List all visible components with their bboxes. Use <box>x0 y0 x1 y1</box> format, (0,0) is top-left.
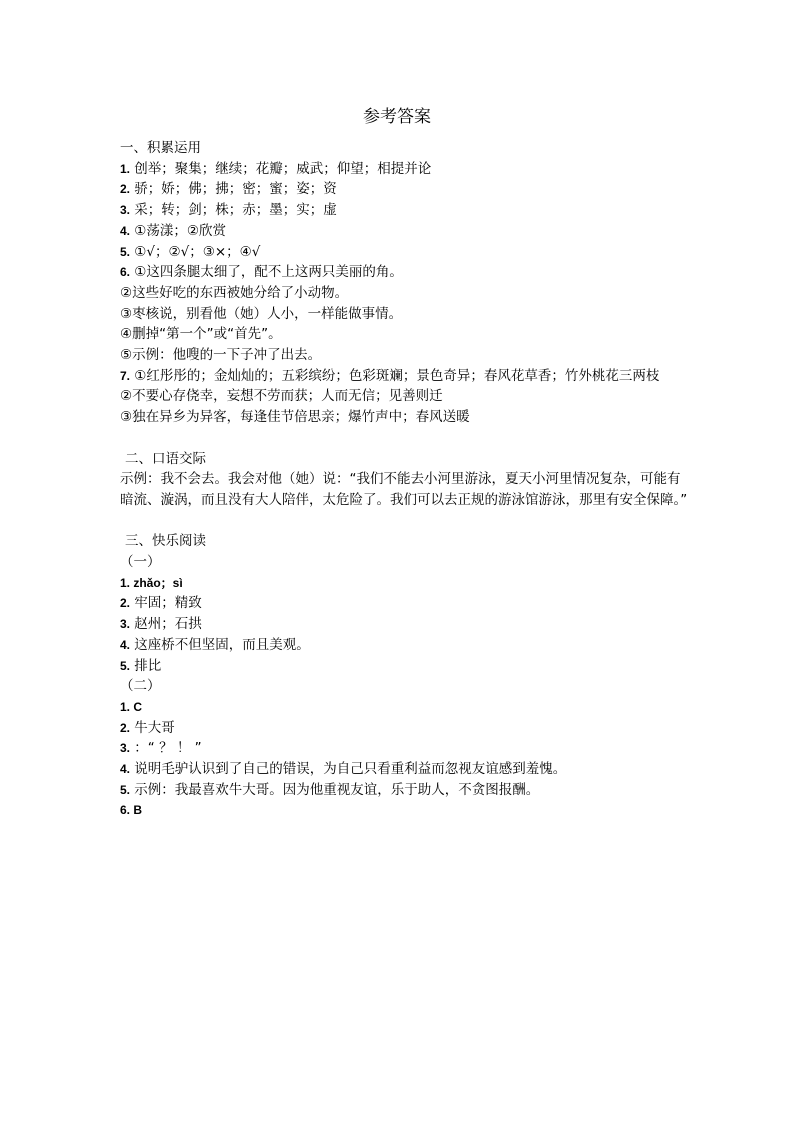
item-text: 牢固；精致 <box>130 595 202 612</box>
answer-item <box>120 800 690 821</box>
item-text: ①√；②√；③×；④√ <box>130 243 261 260</box>
answer-item <box>120 366 690 387</box>
answer-item <box>120 635 690 656</box>
item-number: 4. <box>120 223 131 238</box>
answer-item <box>120 759 690 780</box>
item-text: 排比 <box>130 657 162 674</box>
answer-item <box>120 593 690 614</box>
item-number: 5. <box>120 244 131 259</box>
part2-label: （二） <box>120 678 161 695</box>
page-title: 参考答案 <box>363 107 431 127</box>
item-text: 牛大哥 <box>130 719 175 736</box>
item-text: ：“ ？ ！ ” <box>130 740 202 757</box>
item-number: 1. <box>120 161 131 176</box>
spacer <box>120 511 690 532</box>
q6-line: ⑤示例：他嗖的一下子冲了出去。 <box>120 347 322 364</box>
answer-item <box>120 221 690 242</box>
section2-heading: 二、口语交际 <box>125 450 206 467</box>
item-number: 5. <box>120 782 131 797</box>
item-number: 5. <box>120 658 131 673</box>
item-text: ①红彤彤的；金灿灿的；五彩缤纷；色彩斑斓；景色奇异；春风花草香；竹外桃花三两枝 <box>130 367 660 384</box>
section2-answer: 示例：我不会去。我会对他（她）说：“我们不能去小河里游泳，夏天小河里情况复杂，可能有暗流、漩涡，而且没有大人陪伴，太危险了。我们可以去正规的游泳馆游泳，那里有安全保障。” <box>120 471 688 508</box>
item-number: 1. zhǎo；sì <box>120 575 183 590</box>
answer-content <box>120 138 690 821</box>
answer-item <box>120 262 690 283</box>
item-number: 3. <box>120 203 131 218</box>
item-number: 4. <box>120 762 131 777</box>
item-text: 说明毛驴认识到了自己的错误，为自己只看重利益而忽视友谊感到羞愧。 <box>130 761 567 778</box>
q6-line: ②这些好吃的东西被她分给了小动物。 <box>120 284 349 301</box>
q7-line: ②不要心存侥幸，妄想不劳而获；人而无信；见善则迁 <box>120 388 443 405</box>
item-text: 骄；娇；佛；拂；密；蜜；姿；资 <box>130 181 337 198</box>
answer-item <box>120 200 690 221</box>
answer-item <box>120 738 690 759</box>
section3-heading: 三、快乐阅读 <box>125 533 206 550</box>
answer-item <box>120 179 690 200</box>
item-number: 2. <box>120 182 131 197</box>
item-number: 6. B <box>120 803 143 818</box>
item-number: 1. C <box>120 699 143 714</box>
answer-item <box>120 697 690 718</box>
item-number: 6. <box>120 265 131 280</box>
item-number: 2. <box>120 720 131 735</box>
answer-item <box>120 718 690 739</box>
spacer <box>120 428 690 449</box>
answer-item <box>120 242 690 263</box>
item-text: 这座桥不但坚固，而且美观。 <box>130 636 310 653</box>
item-number: 4. <box>120 637 131 652</box>
item-number: 3. <box>120 617 131 632</box>
answer-item <box>120 159 690 180</box>
part1-label: （一） <box>120 554 161 571</box>
answer-item <box>120 780 690 801</box>
item-text: 采；转；剑；株；赤；墨；实；虚 <box>130 202 337 219</box>
item-text: ①这四条腿太细了，配不上这两只美丽的角。 <box>130 264 403 281</box>
item-number: 2. <box>120 596 131 611</box>
answer-item <box>120 573 690 594</box>
item-text: ①荡漾；②欣赏 <box>130 222 227 239</box>
q7-line: ③独在异乡为异客，每逢佳节倍思亲；爆竹声中；春风送暖 <box>120 409 470 426</box>
item-number: 7. <box>120 368 131 383</box>
q6-line: ③枣核说，别看他（她）人小，一样能做事情。 <box>120 305 403 322</box>
answer-item <box>120 656 690 677</box>
item-number: 3. <box>120 741 131 756</box>
q6-line: ④删掉“第一个”或“首先”。 <box>120 326 282 343</box>
item-text: 赵州；石拱 <box>130 616 202 633</box>
item-text: 示例：我最喜欢牛大哥。因为他重视友谊，乐于助人，不贪图报酬。 <box>130 781 540 798</box>
answer-item <box>120 614 690 635</box>
section1-heading: 一、积累运用 <box>120 140 201 156</box>
item-text: 创举；聚集；继续；花瓣；威武；仰望；相提并论 <box>130 160 432 177</box>
